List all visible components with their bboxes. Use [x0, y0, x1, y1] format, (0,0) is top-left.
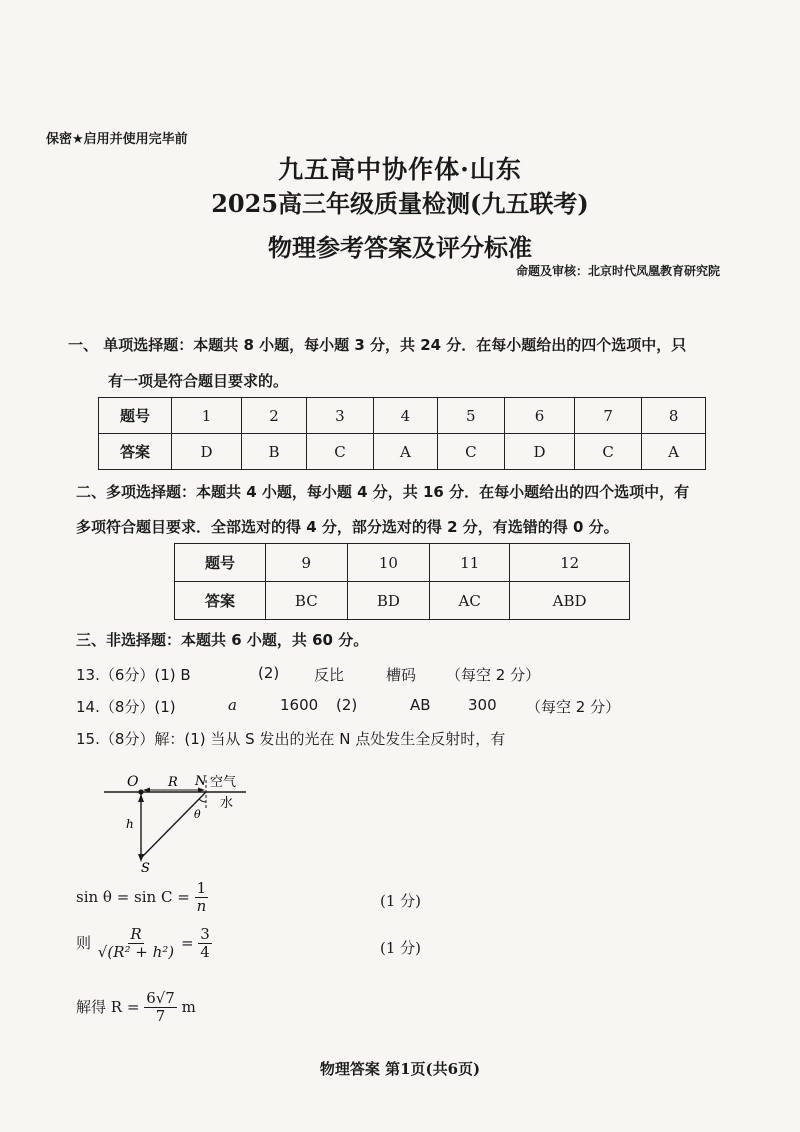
q14-answer-1: a: [228, 696, 237, 714]
formula-2-rhs-denominator: 4: [200, 943, 210, 962]
section1-heading-line1: 一、 单项选择题：本题共 8 小题，每小题 3 分，共 24 分．在每小题给出的四个选项中，只: [68, 336, 687, 354]
q14-score-note: （每空 2 分）: [526, 698, 621, 716]
q13-answer-1: 反比: [314, 666, 345, 684]
setter-credit: 命题及审核：北京时代凤凰教育研究院: [515, 264, 720, 278]
table-cell: 1: [172, 398, 242, 434]
table-cell-label: 题号: [175, 544, 266, 582]
q13-answer-2: 槽码: [386, 666, 417, 684]
single-choice-answer-table: [98, 397, 706, 470]
formula-1-denominator: n: [196, 897, 207, 916]
formula-2-fraction: [96, 926, 176, 962]
formula-2-rhs-numerator: 3: [200, 925, 210, 943]
table-cell: 8: [642, 398, 706, 434]
page-footer: 物理答案 第1页(共6页): [319, 1060, 481, 1078]
formula-2-numerator: R: [130, 925, 142, 943]
section2-heading-line2: 多项符合题目要求．全部选对的得 4 分，部分选对的得 2 分，有选错的得 0 分。: [76, 518, 619, 536]
theta-arc: [199, 799, 206, 802]
formula-1-fraction: [195, 880, 209, 916]
table-cell: 9: [266, 544, 348, 582]
q14-prefix: 14.（8分）(1): [76, 698, 176, 716]
table-cell: 11: [430, 544, 510, 582]
table-cell-label: 答案: [99, 434, 172, 470]
table-cell: 6: [504, 398, 574, 434]
table-cell: BC: [266, 582, 348, 620]
formula-2-prefix: 则: [76, 933, 92, 952]
table-cell: C: [437, 434, 504, 470]
title-organization: 九五高中协作体·山东: [278, 155, 522, 184]
table-row: [99, 398, 706, 434]
table-cell: AC: [430, 582, 510, 620]
table-row: [99, 434, 706, 470]
table-cell: 2: [242, 398, 307, 434]
formula-3-unit: m: [181, 997, 196, 1016]
formula-1-lhs: sin θ = sin C =: [76, 887, 190, 906]
section1-heading-line2: 有一项是符合题目要求的。: [108, 372, 289, 390]
formula-result: [76, 990, 196, 1026]
q15-intro: 15.（8分）解：(1) 当从 S 发出的光在 N 点处发生全反射时，有: [76, 730, 506, 748]
table-cell: D: [172, 434, 242, 470]
table-cell: A: [374, 434, 438, 470]
table-cell: 12: [510, 544, 630, 582]
q13-prefix: 13.（6分）(1) B: [76, 666, 191, 684]
multi-choice-answer-table: [174, 543, 630, 620]
table-row: [175, 582, 630, 620]
table-cell: BD: [347, 582, 430, 620]
formula-1-points: (1 分): [380, 892, 422, 910]
q13-score-note: （每空 2 分）: [446, 666, 541, 684]
confidential-notice: 保密★启用并使用完毕前: [46, 132, 188, 147]
label-air: 空气: [210, 775, 237, 790]
formula-3-fraction: [144, 990, 177, 1026]
table-cell: 5: [437, 398, 504, 434]
formula-2-equals: =: [180, 933, 194, 952]
label-o: O: [127, 774, 139, 790]
table-cell-label: 答案: [175, 582, 266, 620]
label-h: h: [126, 817, 134, 831]
formula-2-rhs-fraction: [198, 926, 212, 962]
q14-answer-2: 1600: [280, 696, 319, 714]
light-ray-line: [141, 792, 206, 858]
label-water: 水: [220, 796, 234, 811]
table-cell: B: [242, 434, 307, 470]
title-document: 物理参考答案及评分标准: [268, 233, 532, 262]
section3-heading: 三、非选择题：本题共 6 小题，共 60 分。: [76, 631, 369, 649]
table-cell: ABD: [510, 582, 630, 620]
formula-3-prefix: 解得 R =: [76, 997, 140, 1016]
formula-1-numerator: 1: [196, 879, 207, 897]
refraction-diagram: [96, 766, 256, 876]
formula-critical-angle: [76, 880, 208, 916]
table-cell: C: [306, 434, 373, 470]
q14-answer-4: 300: [468, 696, 497, 714]
q14-answer-3: AB: [410, 696, 431, 714]
formula-2-points: (1 分): [380, 939, 422, 957]
table-cell: 10: [347, 544, 430, 582]
table-cell: C: [575, 434, 642, 470]
table-cell: A: [642, 434, 706, 470]
formula-ratio: [76, 926, 212, 962]
label-r: R: [168, 775, 178, 790]
depth-arrow-up: [138, 794, 144, 802]
table-cell: 7: [575, 398, 642, 434]
table-cell-label: 题号: [99, 398, 172, 434]
table-cell: 3: [306, 398, 373, 434]
point-o-dot: [138, 789, 143, 794]
formula-3-numerator: 6√7: [146, 989, 175, 1007]
label-s: S: [141, 861, 150, 876]
table-row: [175, 544, 630, 582]
q13-part2-label: (2): [258, 664, 280, 682]
formula-2-denominator: √(R² + h²): [97, 943, 175, 962]
title-exam: 2025高三年级质量检测(九五联考): [211, 189, 589, 218]
label-n: N: [195, 774, 207, 789]
section2-heading-line1: 二、多项选择题：本题共 4 小题，每小题 4 分，共 16 分．在每小题给出的四个选项中，有: [76, 483, 690, 501]
table-cell: 4: [374, 398, 438, 434]
table-cell: D: [504, 434, 574, 470]
q14-part2-label: (2): [336, 696, 358, 714]
label-theta: θ: [194, 808, 201, 821]
formula-3-denominator: 7: [155, 1007, 166, 1026]
